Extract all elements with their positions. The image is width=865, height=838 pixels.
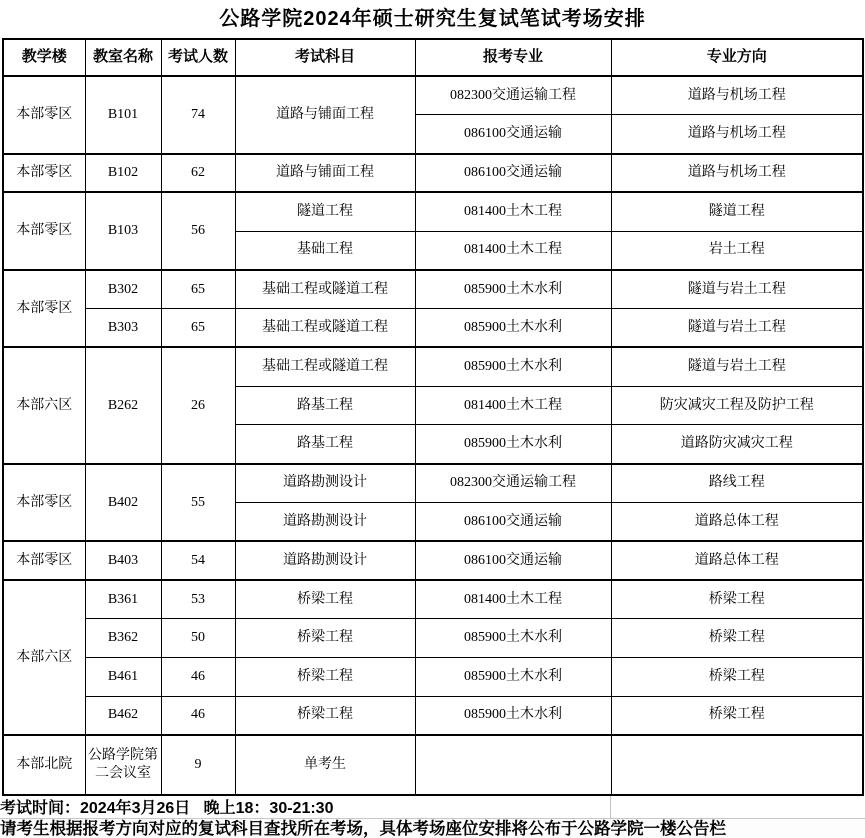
cell-count: 55 [161, 464, 235, 542]
cell-direction: 桥梁工程 [611, 580, 863, 619]
table-row [3, 541, 863, 580]
cell-building: 本部零区 [3, 541, 85, 580]
cell-count: 56 [161, 192, 235, 270]
cell-direction: 道路与机场工程 [611, 154, 863, 193]
cell-subject: 单考生 [235, 735, 415, 795]
cell-count: 65 [161, 309, 235, 348]
cell-subject: 桥梁工程 [235, 696, 415, 735]
header-room: 教室名称 [85, 39, 161, 76]
cell-room: B302 [85, 270, 161, 309]
cell-subject: 道路与铺面工程 [235, 76, 415, 154]
cell-subject: 道路勘测设计 [235, 464, 415, 503]
exam-schedule-table [2, 38, 864, 796]
cell-major: 085900土木水利 [415, 347, 611, 386]
table-row [3, 696, 863, 735]
cell-subject: 基础工程或隧道工程 [235, 347, 415, 386]
table-row [3, 464, 863, 503]
cell-count: 26 [161, 347, 235, 463]
cell-room: B262 [85, 347, 161, 463]
notice-text: 请考生根据报考方向对应的复试科目查找所在考场，具体考场座位安排将公布于公路学院一楼公告栏 [0, 819, 865, 838]
cell-room: B101 [85, 76, 161, 154]
cell-direction: 道路与机场工程 [611, 115, 863, 154]
cell-building: 本部零区 [3, 76, 85, 154]
cell-direction: 道路总体工程 [611, 541, 863, 580]
cell-room: B402 [85, 464, 161, 542]
cell-major: 081400土木工程 [415, 580, 611, 619]
header-building: 教学楼 [3, 39, 85, 76]
cell-direction: 道路总体工程 [611, 502, 863, 541]
cell-major: 085900土木水利 [415, 309, 611, 348]
cell-building: 本部零区 [3, 154, 85, 193]
header-subject: 考试科目 [235, 39, 415, 76]
cell-major: 082300交通运输工程 [415, 76, 611, 115]
cell-room: 公路学院第二会议室 [85, 735, 161, 795]
cell-direction [611, 735, 863, 795]
table-row [3, 580, 863, 619]
exam-time-text: 考试时间：2024年3月26日 晚上18：30-21:30 [0, 796, 611, 818]
cell-room: B462 [85, 696, 161, 735]
cell-count: 74 [161, 76, 235, 154]
cell-major: 082300交通运输工程 [415, 464, 611, 503]
cell-major: 086100交通运输 [415, 541, 611, 580]
cell-direction: 隧道与岩土工程 [611, 347, 863, 386]
cell-room: B461 [85, 657, 161, 696]
header-count: 考试人数 [161, 39, 235, 76]
cell-count: 53 [161, 580, 235, 619]
cell-subject: 桥梁工程 [235, 657, 415, 696]
cell-room: B361 [85, 580, 161, 619]
cell-direction: 隧道工程 [611, 192, 863, 231]
cell-building: 本部零区 [3, 192, 85, 270]
cell-major [415, 735, 611, 795]
table-header-row [3, 39, 863, 76]
table-row [3, 735, 863, 795]
cell-subject: 路基工程 [235, 386, 415, 425]
cell-count: 46 [161, 657, 235, 696]
table-row [3, 76, 863, 115]
table-row [3, 619, 863, 658]
table-row [3, 154, 863, 193]
exam-time-row [0, 796, 865, 819]
cell-direction: 防灾减灾工程及防护工程 [611, 386, 863, 425]
cell-subject: 道路勘测设计 [235, 541, 415, 580]
cell-major: 081400土木工程 [415, 192, 611, 231]
table-row [3, 270, 863, 309]
cell-major: 081400土木工程 [415, 231, 611, 270]
cell-direction: 岩土工程 [611, 231, 863, 270]
cell-room: B303 [85, 309, 161, 348]
cell-building: 本部零区 [3, 270, 85, 348]
header-direction: 专业方向 [611, 39, 863, 76]
table-row [3, 347, 863, 386]
cell-direction: 桥梁工程 [611, 657, 863, 696]
exam-time-empty-cell [611, 796, 865, 818]
table-row [3, 192, 863, 231]
cell-major: 085900土木水利 [415, 425, 611, 464]
cell-subject: 基础工程 [235, 231, 415, 270]
cell-major: 081400土木工程 [415, 386, 611, 425]
table-body [3, 76, 863, 795]
cell-count: 65 [161, 270, 235, 309]
table-row [3, 309, 863, 348]
cell-direction: 隧道与岩土工程 [611, 270, 863, 309]
cell-room: B403 [85, 541, 161, 580]
cell-major: 085900土木水利 [415, 270, 611, 309]
cell-major: 085900土木水利 [415, 696, 611, 735]
cell-subject: 隧道工程 [235, 192, 415, 231]
table-row [3, 657, 863, 696]
cell-count: 62 [161, 154, 235, 193]
cell-direction: 隧道与岩土工程 [611, 309, 863, 348]
cell-major: 086100交通运输 [415, 502, 611, 541]
cell-subject: 基础工程或隧道工程 [235, 270, 415, 309]
page-title: 公路学院2024年硕士研究生复试笔试考场安排 [219, 8, 646, 30]
cell-subject: 道路与铺面工程 [235, 154, 415, 193]
cell-major: 086100交通运输 [415, 115, 611, 154]
cell-subject: 基础工程或隧道工程 [235, 309, 415, 348]
cell-direction: 桥梁工程 [611, 696, 863, 735]
cell-subject: 路基工程 [235, 425, 415, 464]
cell-count: 54 [161, 541, 235, 580]
cell-room: B362 [85, 619, 161, 658]
cell-subject: 桥梁工程 [235, 580, 415, 619]
cell-major: 086100交通运输 [415, 154, 611, 193]
cell-count: 46 [161, 696, 235, 735]
cell-building: 本部北院 [3, 735, 85, 795]
cell-direction: 桥梁工程 [611, 619, 863, 658]
cell-direction: 路线工程 [611, 464, 863, 503]
cell-direction: 道路防灾减灾工程 [611, 425, 863, 464]
cell-count: 50 [161, 619, 235, 658]
cell-direction: 道路与机场工程 [611, 76, 863, 115]
cell-major: 085900土木水利 [415, 657, 611, 696]
cell-room: B103 [85, 192, 161, 270]
cell-subject: 道路勘测设计 [235, 502, 415, 541]
cell-major: 085900土木水利 [415, 619, 611, 658]
cell-building: 本部六区 [3, 580, 85, 735]
cell-room: B102 [85, 154, 161, 193]
cell-building: 本部六区 [3, 347, 85, 463]
cell-subject: 桥梁工程 [235, 619, 415, 658]
cell-count: 9 [161, 735, 235, 795]
cell-building: 本部零区 [3, 464, 85, 542]
header-major: 报考专业 [415, 39, 611, 76]
